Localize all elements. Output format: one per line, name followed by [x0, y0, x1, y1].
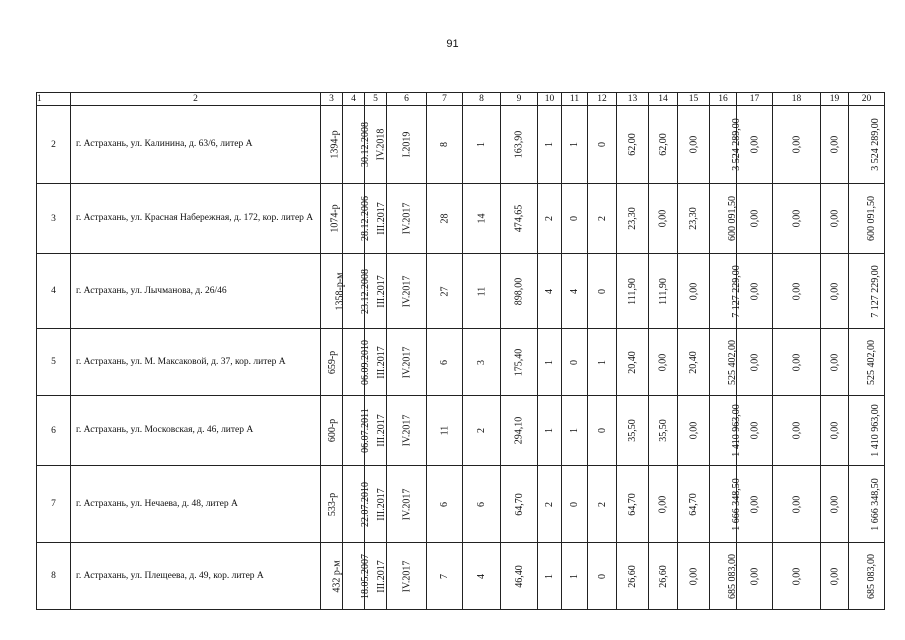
- cell-value: 1 666 348,50: [869, 477, 881, 531]
- table-cell: [849, 329, 885, 396]
- table-row: [37, 466, 885, 543]
- cell-value: 35,50: [627, 419, 638, 442]
- table-cell: [617, 543, 649, 610]
- table-cell: [321, 254, 346, 329]
- cell-value: 2: [544, 216, 555, 221]
- table-cell: [427, 466, 463, 543]
- cell-value: 23,30: [627, 207, 638, 230]
- column-header-12: 12: [588, 93, 617, 106]
- cell-value: 0,00: [749, 495, 760, 513]
- table-cell: [737, 543, 773, 610]
- cell-value: 2: [596, 216, 608, 221]
- cell-value: 0,00: [791, 495, 802, 513]
- table-cell: [710, 543, 737, 610]
- table-row: [37, 329, 885, 396]
- column-header-19: 19: [821, 93, 849, 106]
- cell-value: 0,00: [657, 353, 669, 371]
- table-cell: [710, 396, 742, 466]
- cell-value: 7 127 229,00: [869, 264, 881, 318]
- cell-value: 0: [596, 573, 608, 579]
- cell-value: 0,00: [688, 567, 699, 585]
- address-cell: г. Астрахань, ул. Плещеева, д. 49, кор. литер А: [71, 543, 321, 610]
- table-cell: [710, 329, 737, 396]
- cell-value: 8: [439, 142, 450, 147]
- table-cell: [501, 466, 538, 543]
- table-cell: [737, 396, 773, 466]
- cell-value: 685 083,00: [866, 553, 877, 599]
- table-cell: [321, 329, 343, 396]
- cell-value: 64,70: [513, 492, 525, 516]
- cell-value: 0,00: [688, 135, 699, 154]
- cell-value: 64,70: [688, 492, 699, 516]
- cell-value: 525 402,00: [727, 339, 738, 385]
- table-cell: [321, 466, 343, 543]
- cell-value: 0,00: [749, 282, 760, 300]
- cell-value: 0,00: [657, 209, 669, 228]
- cell-value: 1: [544, 359, 555, 365]
- table-cell: [387, 396, 427, 466]
- table-cell: [387, 184, 427, 254]
- cell-value: 600 091,50: [727, 196, 738, 241]
- cell-value: 22.07.2010: [360, 481, 371, 527]
- cell-value: 0,00: [749, 209, 760, 228]
- row-number-cell: 6: [37, 396, 71, 466]
- table-cell: [737, 106, 773, 184]
- table-cell: [501, 254, 538, 329]
- cell-value: 1 410 963,00: [869, 404, 881, 457]
- cell-value: 685 083,00: [727, 553, 738, 599]
- table-cell: [678, 254, 710, 329]
- column-header-15: 15: [678, 93, 710, 106]
- cell-value: 0: [596, 428, 608, 433]
- table-row: [37, 184, 885, 254]
- cell-value: 0,00: [829, 353, 840, 371]
- cell-value: 28.12.2006: [360, 196, 371, 241]
- cell-value: 0: [569, 359, 580, 365]
- cell-value: 6: [476, 501, 487, 507]
- cell-value: 2: [544, 501, 555, 507]
- cell-value: 64,70: [627, 492, 638, 516]
- cell-value: IV.2017: [400, 346, 412, 378]
- cell-value: IV.2017: [400, 202, 412, 235]
- address-cell: г. Астрахань, ул. Московская, д. 46, литер А: [71, 396, 321, 466]
- column-header-11: 11: [562, 93, 588, 106]
- cell-value: 0,00: [688, 282, 699, 300]
- table-cell: [427, 396, 463, 466]
- cell-value: 0,00: [749, 135, 760, 154]
- cell-value: 23.12.2008: [360, 268, 371, 314]
- table-cell: [387, 329, 427, 396]
- table-cell: [562, 466, 588, 543]
- table-cell: [773, 396, 821, 466]
- table-cell: [617, 184, 649, 254]
- column-header-8: 8: [463, 93, 501, 106]
- table-cell: [849, 254, 885, 329]
- cell-value: 2: [596, 501, 608, 507]
- cell-value: 474,65: [513, 204, 525, 233]
- column-header-2: 2: [71, 93, 321, 106]
- table-cell: [737, 329, 773, 396]
- table-cell: [849, 396, 885, 466]
- cell-value: 06.07.2011: [359, 408, 371, 453]
- table-cell: [649, 184, 678, 254]
- table-cell: [538, 329, 562, 396]
- objects-table: [36, 92, 885, 610]
- table-cell: [773, 329, 821, 396]
- table-cell: [588, 466, 617, 543]
- address-cell: г. Астрахань, ул. Красная Набережная, д. 172, кор. литер А: [71, 184, 321, 254]
- table-cell: [562, 254, 588, 329]
- row-number-cell: 3: [37, 184, 71, 254]
- table-row: [37, 543, 885, 610]
- cell-value: 1: [569, 428, 580, 433]
- row-number-cell: 7: [37, 466, 71, 543]
- cell-value: 432 р-м: [331, 559, 343, 593]
- table-body: [37, 106, 885, 610]
- table-cell: [463, 329, 501, 396]
- column-header-14: 14: [649, 93, 678, 106]
- cell-value: 35,50: [657, 419, 669, 442]
- cell-value: 0,00: [749, 353, 760, 371]
- cell-value: 0,00: [791, 209, 802, 228]
- table-cell: [538, 254, 562, 329]
- cell-value: 7: [439, 573, 450, 579]
- cell-value: 1: [544, 428, 555, 433]
- table-cell: [710, 184, 737, 254]
- table-cell: [821, 329, 849, 396]
- table-cell: [427, 106, 463, 184]
- cell-value: 0,00: [791, 567, 802, 585]
- cell-value: 62,00: [657, 133, 669, 156]
- cell-value: 26,60: [657, 564, 669, 588]
- cell-value: IV.2017: [400, 560, 412, 592]
- cell-value: 1: [569, 573, 580, 579]
- table-cell: [773, 254, 821, 329]
- cell-value: 26,60: [627, 564, 638, 588]
- table-cell: [849, 184, 885, 254]
- cell-value: 294,10: [513, 416, 525, 445]
- cell-value: 525 402,00: [866, 339, 877, 385]
- cell-value: III.2017: [375, 345, 387, 379]
- cell-value: 898,00: [513, 277, 525, 305]
- table-cell: [821, 254, 849, 329]
- cell-value: 4: [476, 573, 487, 579]
- cell-value: 62,00: [627, 133, 638, 156]
- cell-value: 1: [544, 142, 555, 147]
- table-cell: [562, 543, 588, 610]
- cell-value: IV.2017: [400, 414, 412, 447]
- cell-value: 46,40: [513, 564, 525, 588]
- table-cell: [678, 106, 710, 184]
- cell-value: 0,00: [829, 282, 840, 300]
- cell-value: 0,00: [791, 282, 802, 300]
- table-row: [37, 254, 885, 329]
- cell-value: 6: [439, 359, 450, 365]
- table-cell: [773, 106, 821, 184]
- header-row: [37, 93, 885, 106]
- column-header-20: 20: [849, 93, 885, 106]
- table-cell: [737, 254, 773, 329]
- cell-value: 600-р: [327, 418, 339, 443]
- cell-value: 111,90: [626, 277, 638, 305]
- table-cell: [343, 184, 371, 254]
- cell-value: 3 524 289,00: [730, 118, 742, 171]
- table-cell: [649, 466, 678, 543]
- table-cell: [387, 543, 427, 610]
- table-cell: [427, 254, 463, 329]
- table-cell: [678, 396, 710, 466]
- address-cell: г. Астрахань, ул. Лычманова, д. 26/46: [71, 254, 321, 329]
- table-cell: [649, 254, 678, 329]
- table-cell: [617, 329, 649, 396]
- cell-value: 4: [569, 288, 580, 294]
- table-cell: [538, 396, 562, 466]
- cell-value: IV.2017: [400, 275, 412, 307]
- cell-value: 0: [569, 501, 580, 507]
- cell-value: IV.2018: [375, 128, 387, 161]
- table-cell: [501, 543, 538, 610]
- cell-value: 1: [596, 359, 608, 365]
- table-cell: [387, 466, 427, 543]
- table-cell: [387, 254, 427, 329]
- table-cell: [849, 466, 885, 543]
- table-cell: [343, 543, 371, 610]
- table-cell: [773, 466, 821, 543]
- address-cell: г. Астрахань, ул. Нечаева, д. 48, литер А: [71, 466, 321, 543]
- column-header-5: 5: [365, 93, 387, 106]
- table-cell: [343, 329, 371, 396]
- table-cell: [562, 106, 588, 184]
- table-cell: [649, 543, 678, 610]
- column-header-13: 13: [617, 93, 649, 106]
- cell-value: 18.05.2007: [360, 553, 371, 599]
- cell-value: 4: [544, 288, 555, 294]
- column-header-3: 3: [321, 93, 343, 106]
- cell-value: 0,00: [688, 421, 699, 440]
- table-cell: [617, 106, 649, 184]
- cell-value: IV.2017: [400, 488, 412, 520]
- table-cell: [463, 466, 501, 543]
- table-cell: [463, 543, 501, 610]
- table-cell: [538, 466, 562, 543]
- address-cell: г. Астрахань, ул. М. Максаковой, д. 37, кор. литер А: [71, 329, 321, 396]
- cell-value: 1394-р: [329, 130, 341, 159]
- row-number-cell: 8: [37, 543, 71, 610]
- cell-value: 28: [439, 213, 450, 224]
- column-header-16: 16: [710, 93, 737, 106]
- cell-value: 0,00: [791, 421, 802, 440]
- table-cell: [538, 543, 562, 610]
- cell-value: 533-р: [327, 492, 339, 516]
- column-header-9: 9: [501, 93, 538, 106]
- column-header-7: 7: [427, 93, 463, 106]
- table-cell: [821, 184, 849, 254]
- cell-value: 23,30: [688, 207, 699, 230]
- table-cell: [562, 396, 588, 466]
- cell-value: 0,00: [657, 495, 669, 513]
- table-cell: [588, 106, 617, 184]
- table-cell: [821, 543, 849, 610]
- cell-value: 0,00: [791, 135, 802, 154]
- table-cell: [849, 543, 885, 610]
- cell-value: 7 127 229,00: [730, 264, 742, 318]
- table-cell: [321, 543, 343, 610]
- cell-value: 11: [475, 286, 487, 296]
- table-cell: [501, 184, 538, 254]
- cell-value: 2: [476, 428, 487, 433]
- cell-value: III.2017: [375, 559, 387, 593]
- cell-value: 175,40: [513, 348, 525, 376]
- table-cell: [821, 466, 849, 543]
- table-cell: [773, 543, 821, 610]
- table-cell: [321, 396, 343, 466]
- cell-value: 0,00: [791, 353, 802, 371]
- table-cell: [617, 396, 649, 466]
- table-cell: [821, 396, 849, 466]
- cell-value: III.2017: [375, 487, 387, 521]
- table-cell: [538, 106, 562, 184]
- cell-value: 20,40: [688, 350, 699, 374]
- table-cell: [427, 543, 463, 610]
- table-cell: [678, 543, 710, 610]
- table-cell: [617, 466, 649, 543]
- table-cell: [588, 396, 617, 466]
- table-cell: [463, 254, 501, 329]
- cell-value: III.2017: [375, 274, 387, 308]
- table-cell: [678, 466, 710, 543]
- cell-value: 1358-р-м: [334, 272, 346, 310]
- table-cell: [678, 329, 710, 396]
- cell-value: 1: [544, 573, 555, 579]
- table-cell: [710, 106, 742, 184]
- cell-value: 0: [596, 288, 608, 294]
- cell-value: 3 524 289,00: [869, 118, 881, 171]
- cell-value: I.2019: [401, 131, 412, 158]
- column-header-17: 17: [737, 93, 773, 106]
- table-cell: [562, 184, 588, 254]
- cell-value: 163,90: [513, 130, 525, 159]
- cell-value: 0,00: [829, 495, 840, 513]
- table-row: [37, 396, 885, 466]
- cell-value: 659-р: [327, 350, 339, 374]
- cell-value: 30.12.2008: [360, 122, 371, 167]
- table-cell: [463, 184, 501, 254]
- table-cell: [387, 106, 427, 184]
- table-cell: [343, 466, 371, 543]
- cell-value: 3: [476, 359, 487, 365]
- table-cell: [321, 106, 343, 184]
- row-number-cell: 5: [37, 329, 71, 396]
- cell-value: 0: [569, 216, 580, 221]
- cell-value: 0: [596, 142, 608, 147]
- table-cell: [427, 329, 463, 396]
- cell-value: 0,00: [749, 421, 760, 440]
- table-cell: [463, 396, 501, 466]
- column-header-10: 10: [538, 93, 562, 106]
- table-cell: [649, 106, 678, 184]
- table-row: [37, 106, 885, 184]
- table-cell: [588, 254, 617, 329]
- cell-value: III.2017: [375, 202, 387, 235]
- cell-value: 06.09.2010: [360, 339, 371, 385]
- cell-value: 1 666 348,50: [730, 477, 742, 531]
- table-cell: [588, 329, 617, 396]
- address-cell: г. Астрахань, ул. Калинина, д. 63/6, литер А: [71, 106, 321, 184]
- table-cell: [343, 396, 371, 466]
- column-header-1: 1: [37, 93, 71, 106]
- table-cell: [562, 329, 588, 396]
- column-header-4: 4: [343, 93, 365, 106]
- table-cell: [649, 396, 678, 466]
- cell-value: 20,40: [627, 350, 638, 374]
- table-cell: [538, 184, 562, 254]
- table-cell: [321, 184, 343, 254]
- table-cell: [821, 106, 849, 184]
- cell-value: III.2017: [375, 414, 387, 447]
- cell-value: 27: [439, 286, 450, 296]
- table-cell: [501, 106, 538, 184]
- table-cell: [617, 254, 649, 329]
- cell-value: 0,00: [749, 567, 760, 585]
- table-cell: [501, 396, 538, 466]
- row-number-cell: 4: [37, 254, 71, 329]
- table-cell: [649, 329, 678, 396]
- table-cell: [737, 184, 773, 254]
- cell-value: 6: [439, 501, 450, 507]
- cell-value: 14: [476, 213, 487, 224]
- table-cell: [343, 254, 371, 329]
- cell-value: 0,00: [829, 135, 840, 154]
- table-cell: [588, 543, 617, 610]
- table-cell: [588, 184, 617, 254]
- table-cell: [427, 184, 463, 254]
- table-cell: [678, 184, 710, 254]
- column-header-18: 18: [773, 93, 821, 106]
- table-cell: [737, 466, 773, 543]
- table-cell: [343, 106, 371, 184]
- table-cell: [849, 106, 885, 184]
- cell-value: 1074-р: [329, 204, 341, 233]
- cell-value: 0,00: [829, 567, 840, 585]
- page-number: 91: [446, 38, 459, 50]
- cell-value: 1 410 963,00: [730, 404, 742, 457]
- cell-value: 1: [569, 142, 580, 147]
- table-cell: [463, 106, 501, 184]
- cell-value: 600 091,50: [866, 196, 877, 241]
- cell-value: 0,00: [829, 209, 840, 228]
- cell-value: 0,00: [829, 421, 840, 440]
- cell-value: 111,90: [657, 277, 669, 305]
- table-cell: [501, 329, 538, 396]
- cell-value: 1: [476, 142, 487, 147]
- table-cell: [710, 466, 742, 543]
- table-cell: [773, 184, 821, 254]
- table-cell: [710, 254, 742, 329]
- column-header-6: 6: [387, 93, 427, 106]
- row-number-cell: 2: [37, 106, 71, 184]
- cell-value: 11: [438, 425, 450, 436]
